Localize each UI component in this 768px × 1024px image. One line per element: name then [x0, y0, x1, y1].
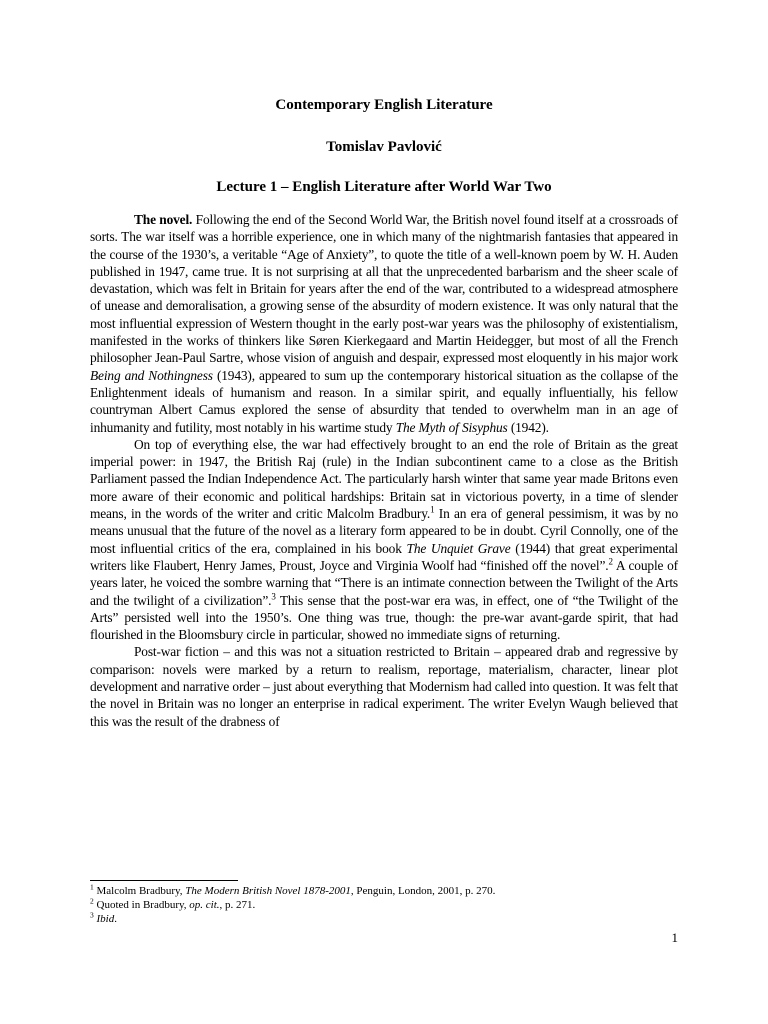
lecture-title: Lecture 1 – English Literature after World War Two [216, 179, 552, 195]
footnote-title: Ibid [96, 913, 115, 925]
footnote-text: , p. 271. [219, 899, 256, 911]
course-title: Contemporary English Literature [275, 97, 493, 113]
footnote-number: 3 [90, 910, 94, 920]
paragraph-2 [90, 436, 678, 644]
text-run: In an era of general pessimism, it was by no means unusual that the future of the novel as a literary form appeared to be in doubt. Cyril Connolly, one of the most influential critics of the era, complained in his book [90, 506, 678, 556]
text-run: This sense that the post-war era was, in effect, one of “the Twilight of the Arts” persisted well into the 1950’s. One thing was true, though: the pre-war avant-garde spirit, that had flourished in the Bloomsbury circle in particular, showed no immediate signs of returning. [90, 592, 678, 643]
text-run: (1943), appeared to sum up the contemporary historical situation as the collapse of the Enlightenment ideals of humanism and reason. In a similar spirit, and equally influentially, his fellow countryman Albert Camus explored the sense of absurdity that tended to overwhelm man in an age of inhumanity and futility, most notably in his wartime study [90, 367, 678, 435]
footnote-number: 1 [90, 882, 94, 892]
footnote-text: . [114, 913, 117, 925]
footnote-title: op. cit. [189, 899, 220, 911]
text-run: Post-war fiction – and this was not a situation restricted to Britain – appeared drab and regressive by comparison: novels were marked by a return to realism, reportage, materialism, character, linear plot development and narrative order – just about everything that Modernism had called into question. It was felt that the novel in Britain was no longer an enterprise in radical experiment. The writer Evelyn Waugh believed that this was the result of the drabness of [90, 644, 678, 729]
text-run: (1944) that great experimental writers like Flaubert, Henry James, Proust, Joyce and Virginia Woolf had “finished off the novel”. [90, 540, 678, 573]
footnote-ref-1: 1 [430, 504, 435, 515]
book-title: The Unquiet Grave [406, 540, 511, 556]
author-name: Tomislav Pavlović [326, 139, 442, 155]
body-text [90, 211, 678, 730]
footnote-text: Quoted in Bradbury, [93, 899, 190, 911]
footnote-title: The Modern British Novel 1878-2001 [185, 885, 351, 897]
paragraph-3 [90, 643, 678, 729]
book-title: Being and Nothingness [90, 367, 213, 383]
page-number: 1 [671, 930, 678, 945]
footnote-3 [90, 912, 678, 926]
footnote-text: , Penguin, London, 2001, p. 270. [350, 885, 496, 897]
book-title: The Myth of Sisyphus [395, 419, 508, 435]
footnote-separator [90, 880, 238, 881]
section-lead: The novel. [134, 212, 193, 227]
footnote-number: 2 [90, 896, 94, 906]
footnote-2 [90, 898, 678, 912]
text-run: A couple of years later, he voiced the sombre warning that “There is an intimate connection between the Twilight of the Arts and the twilight of a civilization”. [90, 557, 678, 608]
footnote-text: Malcolm Bradbury, [93, 885, 186, 897]
text-run: (1942). [507, 419, 549, 435]
footnote-ref-2: 2 [608, 556, 613, 567]
paragraph-1 [90, 211, 678, 436]
text-run: Following the end of the Second World War, the British novel found itself at a crossroads of sorts. The war itself was a horrible experience, one in which many of the nightmarish fantasies that appeared in the course of the 1930’s, a veritable “Age of Anxiety”, to quote the title of a well-known poem by W. H. Auden published in 1947, came true. It is not surprising at all that the unprecedented barbarism and the sheer scale of devastation, which was felt in Britain for years after the end of the war, contributed to a widespread atmosphere of unease and demoralisation, a growing sense of the absurdity of modern existence. It was only natural that the most influential expression of Western thought in the early post-war years was the philosophy of existentialism, manifested in the works of thinkers like Søren Kierkegaard and Martin Heidegger, but most of all the French philosopher Jean-Paul Sartre, whose vision of anguish and despair, expressed most eloquently in his major work [90, 212, 678, 366]
text-run: On top of everything else, the war had effectively brought to an end the role of Britain as the great imperial power: in 1947, the British Raj (rule) in the Indian subcontinent came to a close as the British Parliament passed the Indian Independence Act. The particularly harsh winter that same year made Britons even more aware of their economic and political hardships: Britain sat in victorious poverty, in a time of slender means, in the words of the writer and critic Malcolm Bradbury. [90, 436, 678, 522]
footnote-1 [90, 884, 678, 898]
footnotes [90, 884, 678, 926]
footnote-ref-3: 3 [271, 591, 276, 602]
